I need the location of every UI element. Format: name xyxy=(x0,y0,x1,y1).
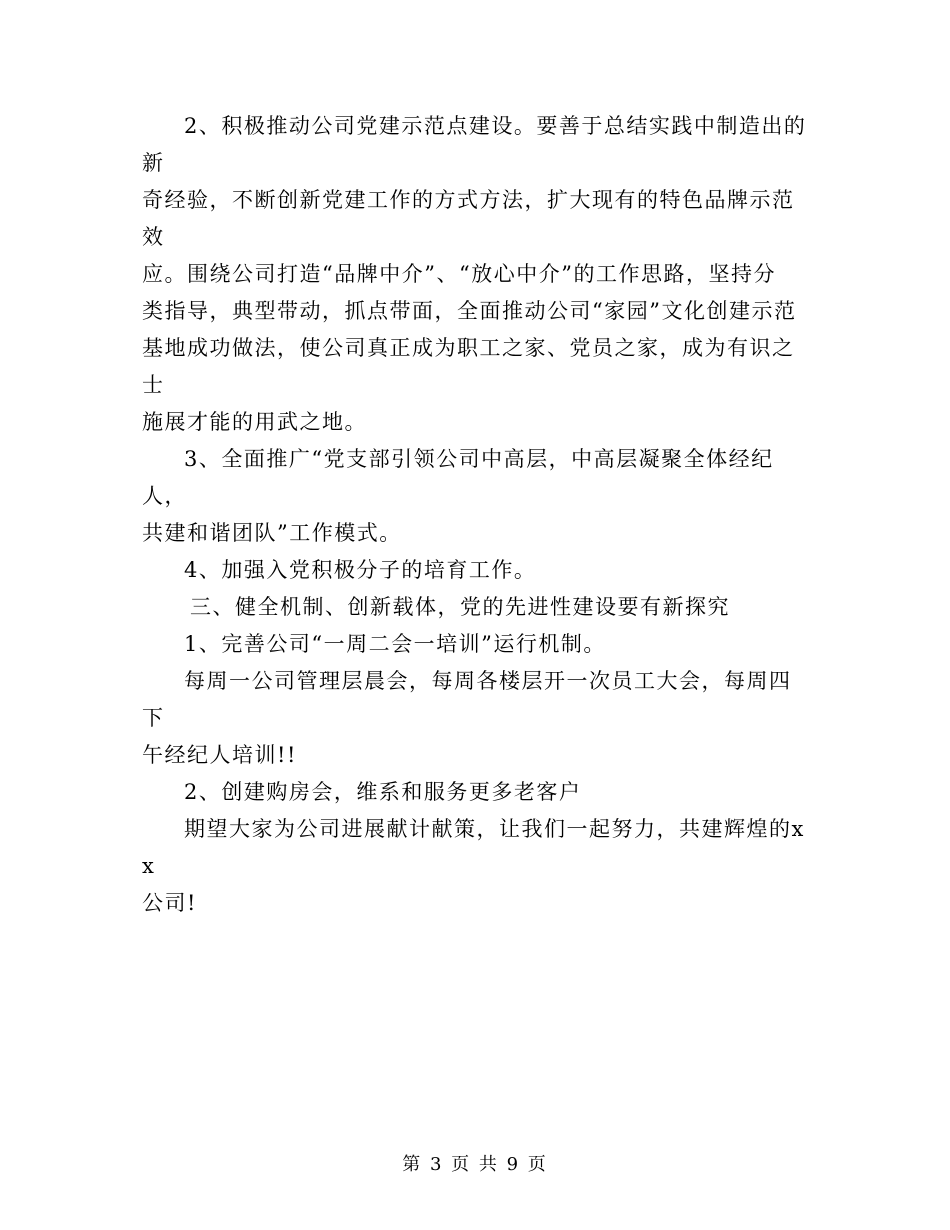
paragraph-line: 3、全面推广“党支部引领公司中高层，中高层凝聚全体经纪人， xyxy=(142,447,774,508)
paragraph-line: 共建和谐团队”工作模式。 xyxy=(142,521,402,545)
paragraph-mechanism xyxy=(142,626,810,663)
paragraph-line: 期望大家为公司进展献计献策，让我们一起努力，共建辉煌的xx xyxy=(142,817,805,878)
paragraph-activist-training xyxy=(142,552,810,589)
paragraph-line: 2、创建购房会，维系和服务更多老客户 xyxy=(184,780,582,804)
paragraph-line: 1、完善公司“一周二会一培训”运行机制。 xyxy=(184,632,606,656)
paragraph-line: 类指导，典型带动，抓点带面，全面推动公司“家园”文化创建示范 xyxy=(142,299,797,323)
paragraph-line: 奇经验，不断创新党建工作的方式方法，扩大现有的特色品牌示范效 xyxy=(142,188,795,249)
paragraph-line: 三、健全机制、创新载体，党的先进性建设要有新探究 xyxy=(190,595,730,619)
paragraph-line: 午经纪人培训!! xyxy=(142,743,297,767)
paragraph-buyer-meeting xyxy=(142,774,810,811)
paragraph-weekly-meetings xyxy=(142,663,810,774)
paragraph-line: 施展才能的用武之地。 xyxy=(142,410,367,434)
paragraph-closing xyxy=(142,811,810,922)
paragraph-line: 基地成功做法，使公司真正成为职工之家、党员之家，成为有识之士 xyxy=(142,336,795,397)
page-footer: 第 3 页 共 9 页 xyxy=(402,1154,548,1175)
paragraph-party-demo-site xyxy=(142,108,810,441)
paragraph-line: 公司! xyxy=(142,891,197,915)
document-body xyxy=(142,108,810,922)
paragraph-line: 应。围绕公司打造“品牌中介”、“放心中介”的工作思路，坚持分 xyxy=(142,262,776,286)
section-heading-three xyxy=(142,589,810,626)
paragraph-team-model xyxy=(142,441,810,552)
paragraph-line: 每周一公司管理层晨会，每周各楼层开一次员工大会，每周四下 xyxy=(142,669,792,730)
paragraph-line: 2、积极推动公司党建示范点建设。要善于总结实践中制造出的新 xyxy=(142,114,807,175)
paragraph-line: 4、加强入党积极分子的培育工作。 xyxy=(184,558,537,582)
